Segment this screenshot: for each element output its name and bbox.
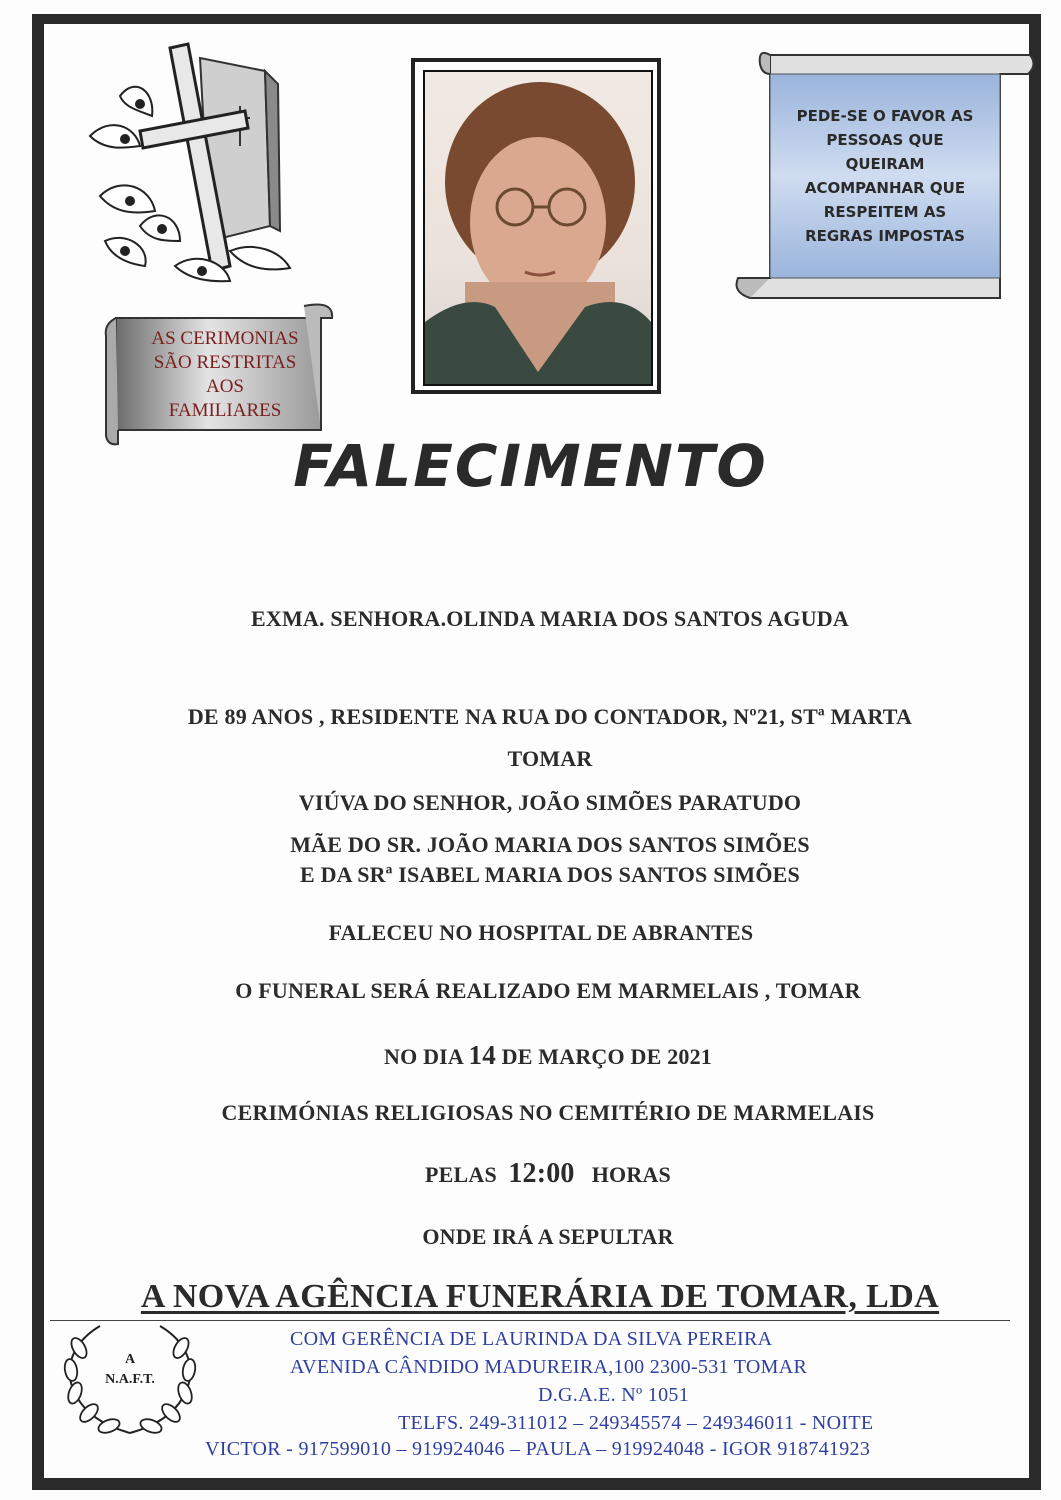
logo-line-1: A <box>124 1352 136 1367</box>
agency-address: AVENIDA CÂNDIDO MADUREIRA,100 2300-531 TOMAR <box>290 1356 808 1378</box>
agency-phones: TELFS. 249-311012 – 249345574 – 249346011 - NOITE <box>398 1412 874 1434</box>
left-scroll-line: FAMILIARES <box>168 400 282 421</box>
left-scroll-text <box>120 327 330 423</box>
date-suffix: DE MARÇO DE 2021 <box>501 1044 712 1069</box>
mother-of-line-2: E DA SRª ISABEL MARIA DOS SANTOS SIMÕES <box>300 862 800 887</box>
date-day: 14 <box>468 1040 496 1070</box>
agency-name: A NOVA AGÊNCIA FUNERÁRIA DE TOMAR, LDA <box>140 1278 940 1315</box>
agency-dgae: D.G.A.E. Nº 1051 <box>538 1384 689 1406</box>
logo-line-2: N.A.F.T. <box>105 1372 155 1387</box>
age-residence: DE 89 ANOS , RESIDENTE NA RUA DO CONTADOR, Nº21, STª MARTA <box>187 704 913 729</box>
time-suffix: HORAS <box>591 1162 671 1187</box>
ceremony-location: CERIMÓNIAS RELIGIOSAS NO CEMITÉRIO DE MARMELAIS <box>221 1100 875 1125</box>
agency-logo-text <box>85 1350 175 1390</box>
deceased-name: EXMA. SENHORA.OLINDA MARIA DOS SANTOS AGUDA <box>250 606 849 631</box>
right-scroll-line: ACOMPANHAR QUE <box>804 179 966 197</box>
funeral-date <box>0 1040 1061 1071</box>
right-scroll-line: QUEIRAM <box>845 155 925 173</box>
city: TOMAR <box>507 746 593 771</box>
mother-of-line-1: MÃE DO SR. JOÃO MARIA DOS SANTOS SIMÕES <box>290 832 810 857</box>
portrait-photo <box>423 70 653 386</box>
ceremony-time <box>0 1158 1061 1190</box>
death-place: FALECEU NO HOSPITAL DE ABRANTES <box>328 920 754 945</box>
right-scroll-text <box>770 104 1000 248</box>
agency-contacts: VICTOR - 917599010 – 919924046 – PAULA – 919924048 - IGOR 918741923 <box>205 1438 871 1456</box>
right-scroll-line: PEDE-SE O FAVOR AS <box>796 107 974 125</box>
date-prefix: NO DIA <box>383 1044 463 1069</box>
right-scroll-line: RESPEITEM AS <box>823 203 947 221</box>
portrait-photo-frame <box>411 58 661 394</box>
agency-management: COM GERÊNCIA DE LAURINDA DA SILVA PEREIRA <box>290 1328 773 1350</box>
portrait-figure-icon <box>425 72 651 384</box>
left-scroll-line: SÃO RESTRITAS <box>153 352 297 373</box>
widow-of: VIÚVA DO SENHOR, JOÃO SIMÕES PARATUDO <box>298 790 802 815</box>
time-value: 12:00 <box>508 1158 575 1189</box>
cross-lilies-icon <box>80 36 295 286</box>
funeral-location: O FUNERAL SERÁ REALIZADO EM MARMELAIS , TOMAR <box>235 978 861 1003</box>
left-scroll-line: AOS <box>205 376 244 397</box>
notice-title: FALECIMENTO <box>293 432 768 500</box>
right-scroll-line: REGRAS IMPOSTAS <box>805 227 965 245</box>
burial-note: ONDE IRÁ A SEPULTAR <box>422 1224 674 1249</box>
right-scroll-line: PESSOAS QUE <box>826 131 944 149</box>
time-prefix: PELAS <box>424 1162 497 1187</box>
left-scroll-line: AS CERIMONIAS <box>151 328 299 349</box>
